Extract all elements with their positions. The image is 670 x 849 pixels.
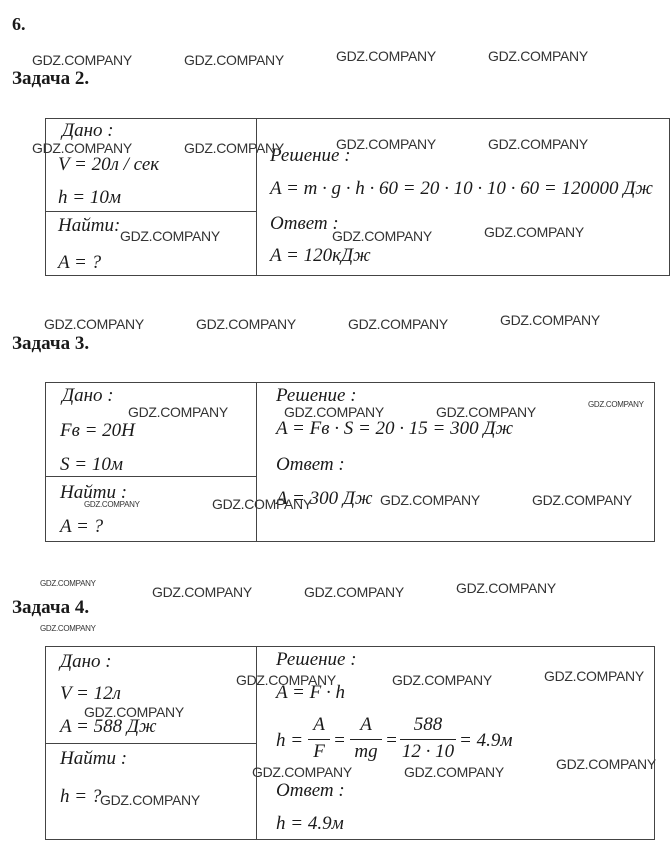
task3-find-label: Найти :	[60, 482, 128, 503]
watermark: GDZ.COMPANY	[336, 136, 436, 152]
task3-solution-eq: A = Fв · S = 20 · 15 = 300 Дж	[276, 418, 514, 439]
task4-frac1-num: A	[313, 714, 325, 735]
task3-given-f: Fв = 20Н	[60, 420, 135, 441]
task2-find-label: Найти:	[58, 215, 121, 236]
watermark: GDZ.COMPANY	[392, 672, 492, 688]
task2-divider-h	[45, 211, 256, 212]
task3-divider-v	[256, 382, 257, 541]
watermark: GDZ.COMPANY	[40, 624, 96, 633]
watermark: GDZ.COMPANY	[336, 48, 436, 64]
page-number: 6.	[12, 14, 26, 34]
fraction-bar	[308, 739, 330, 740]
watermark: GDZ.COMPANY	[32, 140, 132, 156]
task4-frac2-num: A	[360, 714, 372, 735]
watermark: GDZ.COMPANY	[44, 316, 144, 332]
watermark: GDZ.COMPANY	[184, 52, 284, 68]
task2-given-v: V = 20л / сек	[58, 154, 160, 175]
watermark: GDZ.COMPANY	[500, 312, 600, 328]
watermark: GDZ.COMPANY	[100, 792, 200, 808]
task3-title: Задача 3.	[12, 333, 90, 354]
watermark: GDZ.COMPANY	[212, 496, 312, 512]
task3-answer: A = 300 Дж	[276, 488, 373, 509]
watermark: GDZ.COMPANY	[40, 579, 96, 588]
fraction-bar	[350, 739, 382, 740]
watermark: GDZ.COMPANY	[556, 756, 656, 772]
watermark: GDZ.COMPANY	[380, 492, 480, 508]
task3-divider-h	[45, 476, 256, 477]
watermark: GDZ.COMPANY	[332, 228, 432, 244]
watermark: GDZ.COMPANY	[436, 404, 536, 420]
fraction-bar	[400, 739, 456, 740]
task4-given-a: A = 588 Дж	[60, 716, 157, 737]
watermark: GDZ.COMPANY	[532, 492, 632, 508]
task4-given-label: Дано :	[60, 651, 112, 672]
task4-find-label: Найти :	[60, 748, 128, 769]
task4-divider-h	[45, 743, 256, 744]
task4-answer: h = 4.9м	[276, 813, 344, 834]
task2-title: Задача 2.	[12, 68, 90, 89]
task2-solution-label: Решение :	[270, 145, 351, 166]
task4-frac3-num: 588	[413, 714, 443, 735]
task4-fraction-a-over-f	[308, 714, 330, 766]
task2-given-label: Дано :	[62, 120, 114, 141]
watermark: GDZ.COMPANY	[128, 404, 228, 420]
task3-find-a: A = ?	[60, 516, 104, 537]
task3-answer-label: Ответ :	[276, 454, 345, 475]
task4-fraction-588-over-120	[400, 714, 456, 766]
watermark: GDZ.COMPANY	[588, 400, 644, 409]
watermark: GDZ.COMPANY	[184, 140, 284, 156]
task3-given-label: Дано :	[62, 385, 114, 406]
task4-answer-label: Ответ :	[276, 780, 345, 801]
watermark: GDZ.COMPANY	[32, 52, 132, 68]
watermark: GDZ.COMPANY	[252, 764, 352, 780]
watermark: GDZ.COMPANY	[196, 316, 296, 332]
task4-eq-sign-2: =	[385, 730, 398, 751]
task4-h-eq-lhs: h =	[276, 730, 304, 751]
watermark: GDZ.COMPANY	[456, 580, 556, 596]
task3-given-s: S = 10м	[60, 454, 123, 475]
task4-frac2-den: mg	[354, 741, 378, 762]
task2-answer-label: Ответ :	[270, 213, 339, 234]
watermark: GDZ.COMPANY	[544, 668, 644, 684]
watermark: GDZ.COMPANY	[84, 704, 184, 720]
watermark: GDZ.COMPANY	[152, 584, 252, 600]
task4-eq-sign-1: =	[333, 730, 346, 751]
watermark: GDZ.COMPANY	[284, 404, 384, 420]
watermark: GDZ.COMPANY	[488, 48, 588, 64]
task4-frac3-den: 12 · 10	[401, 741, 455, 762]
task2-given-h: h = 10м	[58, 187, 121, 208]
task4-solution-eq1: A = F · h	[276, 682, 345, 703]
task4-title: Задача 4.	[12, 597, 90, 618]
watermark: GDZ.COMPANY	[236, 672, 336, 688]
task4-frac1-den: F	[313, 741, 325, 762]
task4-solution-label: Решение :	[276, 649, 357, 670]
task2-solution-eq: A = m · g · h · 60 = 20 · 10 · 10 · 60 = 120000 Дж	[270, 178, 653, 199]
task4-given-v: V = 12л	[60, 683, 121, 704]
task3-solution-label: Решение :	[276, 385, 357, 406]
task4-find-h: h = ?	[60, 786, 102, 807]
watermark: GDZ.COMPANY	[348, 316, 448, 332]
watermark: GDZ.COMPANY	[84, 500, 140, 509]
task2-answer: A = 120кДж	[270, 245, 371, 266]
task4-fraction-a-over-mg	[350, 714, 382, 766]
watermark: GDZ.COMPANY	[304, 584, 404, 600]
task4-h-result: = 4.9м	[459, 730, 513, 751]
watermark: GDZ.COMPANY	[404, 764, 504, 780]
watermark: GDZ.COMPANY	[488, 136, 588, 152]
task2-find-a: A = ?	[58, 252, 102, 273]
watermark: GDZ.COMPANY	[120, 228, 220, 244]
watermark: GDZ.COMPANY	[484, 224, 584, 240]
